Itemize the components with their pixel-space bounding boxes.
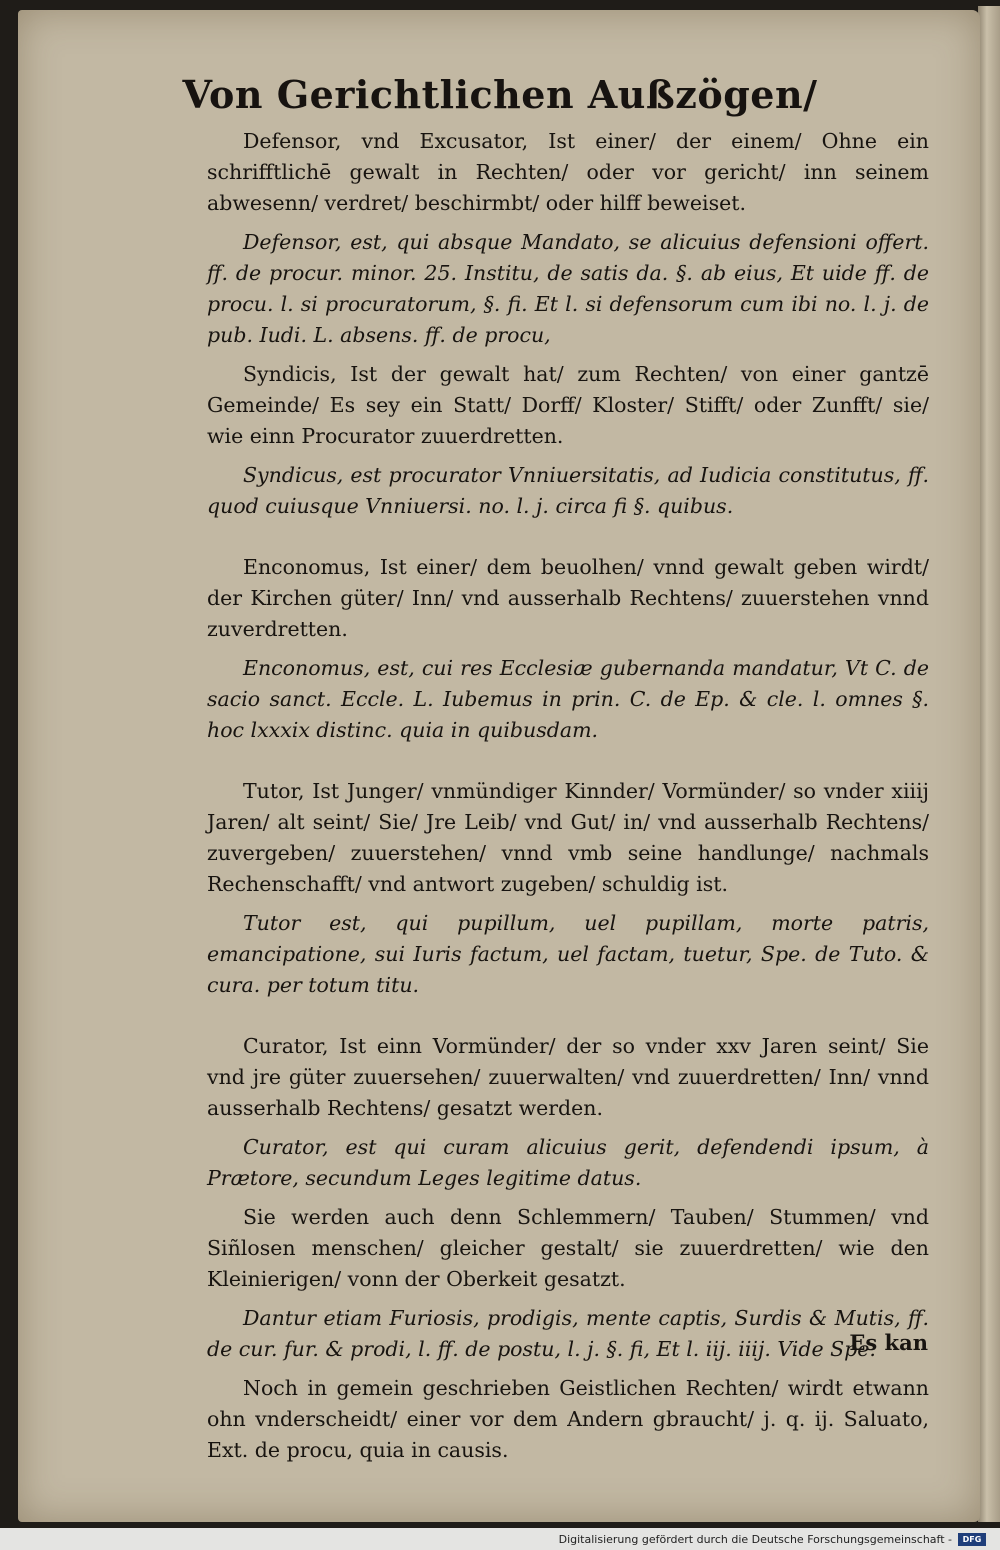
latin-paragraph	[207, 1303, 929, 1365]
page-edge	[978, 6, 1000, 1522]
paragraph-text: Noch in gemein geschrieben Geistlichen Rechten/ wirdt etwann ohn vnderscheidt/ einer vor dem Andern gbraucht/ j. q. ij. Saluato, Ext. de procu, quia in causis.	[207, 1376, 929, 1462]
paragraph-text: Defensor, vnd Excusator, Ist einer/ der einem/ Ohne ein schrifftlichē gewalt in Rechten/ oder vor gericht/ inn seinem abwesenn/ verdret/ beschirmbt/ oder hilff beweiset.	[207, 129, 929, 215]
german-paragraph	[207, 1202, 929, 1295]
paragraph-text: Syndicis, Ist der gewalt hat/ zum Rechten/ von einer gantzē Gemeinde/ Es sey ein Statt/ Dorff/ Kloster/ Stifft/ oder Zunfft/ sie/ wie einn Procurator zuuerdretten.	[207, 362, 929, 448]
paragraph-text: Curator, est qui curam alicuius gerit, defendendi ipsum, à Prætore, secundum Leges legitime datus.	[207, 1135, 929, 1190]
footer-text: Digitalisierung gefördert durch die Deutsche Forschungsgemeinschaft -	[558, 1532, 952, 1546]
latin-paragraph	[207, 908, 929, 1001]
page-title: Von Gerichtlichen Außzögen/	[182, 72, 818, 117]
latin-paragraph	[207, 1132, 929, 1194]
german-paragraph	[207, 552, 929, 645]
german-paragraph	[207, 126, 929, 219]
paragraph-gap	[207, 1009, 929, 1031]
paragraph-text: Enconomus, Ist einer/ dem beuolhen/ vnnd gewalt geben wirdt/ der Kirchen güter/ Inn/ vnd ausserhalb Rechtens/ zuuerstehen vnnd zuverdretten.	[207, 555, 929, 641]
german-paragraph	[207, 1031, 929, 1124]
german-paragraph	[207, 776, 929, 900]
latin-paragraph	[207, 460, 929, 522]
paragraph-text: Enconomus, est, cui res Ecclesiæ gubernanda mandatur, Vt C. de sacio sanct. Eccle. L. Iubemus in prin. C. de Ep. & cle. l. omnes §. hoc lxxxix distinc. quia in quibusdam.	[207, 656, 929, 742]
paragraph-text: Tutor, Ist Junger/ vnmündiger Kinnder/ Vormünder/ so vnder xiiij Jaren/ alt seint/ Sie/ Jre Leib/ vnd Gut/ in/ vnd ausserhalb Rechtens/ zuvergeben/ zuuerstehen/ vnnd vmb seine handlunge/ nachmals Rechenschafft/ vnd antwort zugeben/ schuldig ist.	[207, 779, 929, 896]
paragraph-text: Tutor est, qui pupillum, uel pupillam, morte patris, emancipatione, sui Iuris factum, uel factam, tuetur, Spe. de Tuto. & cura. per totum titu.	[207, 911, 929, 997]
latin-paragraph	[207, 227, 929, 351]
footer-bar	[0, 1528, 1000, 1550]
paragraph-text: Curator, Ist einn Vormünder/ der so vnder xxv Jaren seint/ Sie vnd jre güter zuuersehen/ zuuerwalten/ vnd zuuerdretten/ Inn/ vnnd ausserhalb Rechtens/ gesatzt werden.	[207, 1034, 929, 1120]
german-paragraph	[207, 359, 929, 452]
latin-paragraph	[207, 653, 929, 746]
paragraph-gap	[207, 754, 929, 776]
catchword: Es kan	[849, 1330, 928, 1355]
dfg-logo-icon: DFG	[958, 1533, 986, 1546]
paragraph-text: Syndicus, est procurator Vnniuersitatis, ad Iudicia constitutus, ff. quod cuiusque Vnniuersi. no. l. j. circa fi §. quibus.	[207, 463, 929, 518]
page-body	[207, 126, 929, 1474]
german-paragraph	[207, 1373, 929, 1466]
paragraph-text: Dantur etiam Furiosis, prodigis, mente captis, Surdis & Mutis, ff. de cur. fur. & prodi, l. ff. de postu, l. j. §. fi, Et l. iij. iiij. Vide Spe.	[207, 1306, 929, 1361]
paragraph-text: Sie werden auch denn Schlemmern/ Tauben/ Stummen/ vnd Siñlosen menschen/ gleicher gestalt/ sie zuuerdretten/ wie den Kleinierigen/ vonn der Oberkeit gesatzt.	[207, 1205, 929, 1291]
paragraph-gap	[207, 530, 929, 552]
paragraph-text: Defensor, est, qui absque Mandato, se alicuius defensioni offert. ff. de procur. minor. 25. Institu, de satis da. §. ab eius, Et uide ff. de procu. l. si procuratorum, §. fi. Et l. si defensorum cum ibi no. l. j. de pub. Iudi. L. absens. ff. de procu,	[207, 230, 929, 347]
